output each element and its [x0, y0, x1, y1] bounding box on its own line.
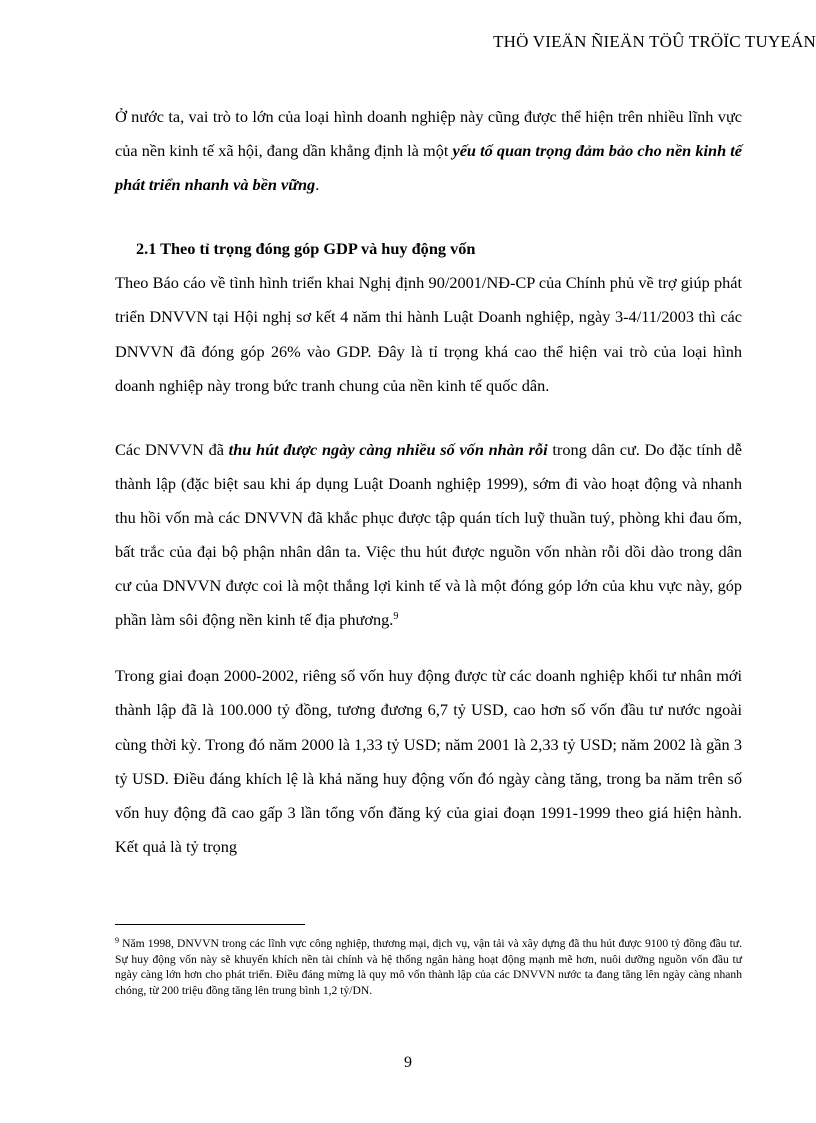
paragraph-intro-emphasis: yếu tố quan trọng đảm bảo cho nền kinh tế phát triển nhanh và bền vững: [115, 141, 742, 195]
body-text: [115, 100, 742, 864]
paragraph-intro: [115, 100, 742, 202]
paragraph-capital-emphasis: thu hút được ngày càng nhiều số vốn nhàn rỗi: [228, 439, 548, 459]
page-number: 9: [404, 1054, 412, 1071]
paragraph-intro-text: Ở nước ta, vai trò to lớn của loại hình doanh nghiệp này cũng được thể hiện trên nhiều lĩnh vực của nền kinh tế xã hội, đang dần khẳng định là một: [115, 107, 742, 161]
footnote-separator: [115, 924, 305, 925]
paragraph-2000-2002: Trong giai đoạn 2000-2002, riêng số vốn huy động được từ các doanh nghiệp khối tư nhân mới thành lập đã là 100.000 tỷ đồng, tương đương 6,7 tỷ USD, cao hơn số vốn đầu tư nước ngoài cùng thời kỳ. Trong đó năm 2000 là 1,33 tỷ USD; năm 2001 là 2,33 tỷ USD; năm 2002 là gần 3 tỷ USD. Điều đáng khích lệ là khả năng huy động vốn đó ngày càng tăng, trong ba năm trên số vốn huy động đã cao gấp 3 lần tổng vốn đăng ký của giai đoạn 1991-1999 theo giá hiện hành. Kết quả là tỷ trọng: [115, 666, 742, 856]
section-heading: 2.1 Theo tỉ trọng đóng góp GDP và huy động vốn: [136, 239, 476, 259]
paragraph-gdp: Theo Báo cáo về tình hình triển khai Nghị định 90/2001/NĐ-CP của Chính phủ về trợ giúp phát triển DNVVN tại Hội nghị sơ kết 4 năm thi hành Luật Doanh nghiệp, ngày 3-4/11/2003 thì các DNVVN đã đóng góp 26% vào GDP. Đây là tỉ trọng khá cao thể hiện vai trò của loại hình doanh nghiệp này trong bức tranh chung của nền kinh tế quốc dân.: [115, 273, 742, 395]
running-header: THÖ VIEÄN ÑIEÄN TÖÛ TRÖÏC TUYEÁN: [493, 32, 816, 51]
footnote-text: Năm 1998, DNVVN trong các lĩnh vực công nghiệp, thương mại, dịch vụ, vận tải và xây dựng đã thu hút được 9100 tỷ đồng đầu tư. Sự huy động vốn này sẽ khuyến khích nền tài chính và hệ thống ngân hàng hoạt động mạnh mẽ hơn, nuôi dưỡng nguồn vốn đầu tư ngày càng lớn hơn cho phát triển. Điều đáng mừng là quy mô vốn thành lập của các DNVVN nước ta đang tăng lên ngày càng nhanh chóng, từ 200 triệu đồng tăng lên trung bình 1,2 tỷ/DN.: [115, 937, 742, 997]
paragraph-capital-rest: trong dân cư. Do đặc tính dễ thành lập (đặc biệt sau khi áp dụng Luật Doanh nghiệp 1999), sớm đi vào hoạt động và nhanh thu hồi vốn mà các DNVVN đã khắc phục được tập quán tích luỹ thuần tuý, phòng khi đau ốm, bất trắc của đại bộ phận nhân dân ta. Việc thu hút được nguồn vốn nhàn rỗi dồi dào trong dân cư của DNVVN được coi là một thắng lợi kinh tế và là một đóng góp lớn của khu vực này, góp phần làm sôi động nền kinh tế địa phương.: [115, 439, 742, 630]
paragraph-capital-start: Các DNVVN đã: [115, 439, 229, 459]
paragraph-capital: [115, 433, 742, 638]
footnote-marker: 9: [115, 936, 119, 945]
footnote-reference[interactable]: 9: [393, 611, 399, 623]
footnote: [115, 936, 742, 998]
paragraph-intro-end: .: [315, 175, 320, 195]
